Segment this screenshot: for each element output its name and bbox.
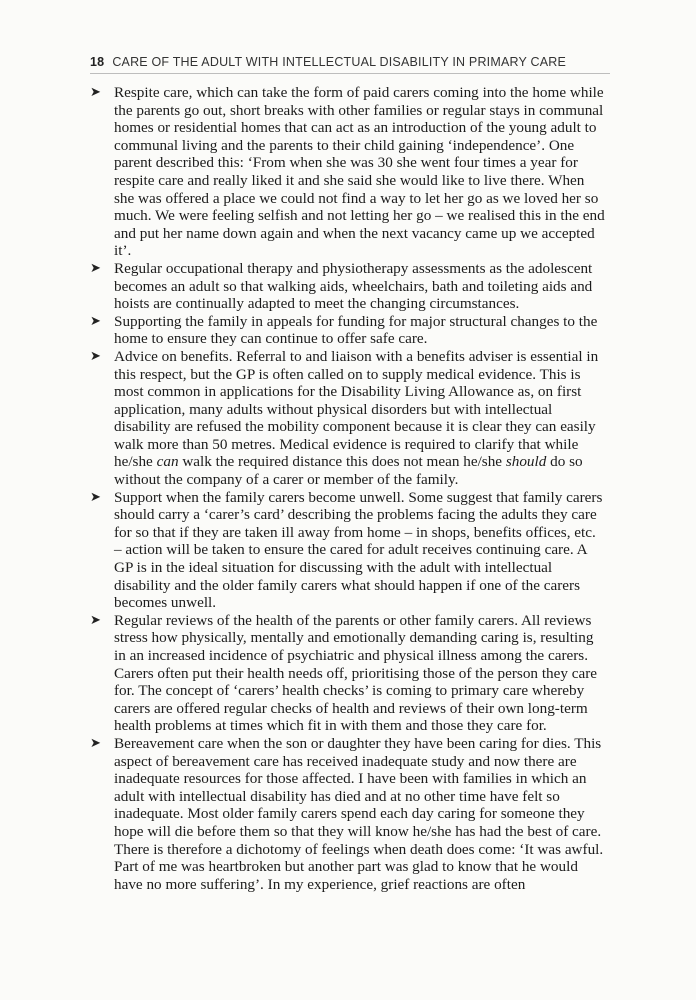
arrow-bullet-icon: ➤ bbox=[90, 612, 101, 628]
list-item-bereavement-care bbox=[90, 735, 606, 893]
list-item-occupational-therapy bbox=[90, 260, 606, 313]
arrow-bullet-icon: ➤ bbox=[90, 313, 101, 329]
list-item-carers-unwell bbox=[90, 489, 606, 612]
emphasis-can: can bbox=[156, 453, 179, 471]
item-text: Respite care, which can take the form of paid carers coming into the home while the parents go out, short breaks with other families or regular stays in communal homes or residential homes that can act as an introduction of the young adult to communal living and the parents to their child gaining ‘independence’. One parent described this: ‘From when she was 30 she went four times a year for respite care and really liked it and she said she would like to live there. When she was offered a place we could not find a way to let her go as we loved her so much. We were feeling selfish and not letting her go – we realised this in the end and put her name down again and when the next vacancy came up we accepted it’. bbox=[114, 84, 605, 260]
page-number: 18 bbox=[90, 55, 105, 69]
item-text: Bereavement care when the son or daughter they have been caring for dies. This aspect of bereavement care has received inadequate study and now there are inadequate resources for those affected. I have been with families in which an adult with intellectual disability has died and at no other time have felt so inadequate. Most older family carers spend each day caring for someone they hope will die before them so that they will know he/she has had the best of care. There is therefore a dichotomy of feelings when death does come: ‘It was awful. Part of me was heartbroken but another part was glad to know that he would have no more suffering’. In my experience, grief reactions are often bbox=[114, 734, 604, 893]
arrow-bullet-icon: ➤ bbox=[90, 348, 101, 364]
list-item-benefits-advice bbox=[90, 348, 606, 489]
list-item-respite-care bbox=[90, 84, 606, 260]
bullet-list bbox=[90, 84, 606, 893]
emphasis-should: should bbox=[505, 453, 547, 471]
running-header bbox=[90, 55, 610, 74]
item-text: Advice on benefits. Referral to and liaison with a benefits adviser is essential in this respect, but the GP is often called on to supply medical evidence. This is most common in applications for the Disability Living Allowance as, on first application, many adults without physical disorders but with intellectual disability are refused the mobility component because it is clear they can easily walk more than 50 metres. Medical evidence is required to clarify that while he/she can walk the required distance this does not mean he/she should do so without the company of a carer or member of the family. bbox=[114, 347, 599, 489]
arrow-bullet-icon: ➤ bbox=[90, 489, 101, 505]
item-text: Supporting the family in appeals for funding for major structural changes to the home to ensure they can continue to offer safe care. bbox=[114, 312, 598, 348]
item-text: Regular occupational therapy and physiotherapy assessments as the adolescent becomes an adult so that walking aids, wheelchairs, bath and toileting aids and hoists are continually adapted to meet the changing circumstances. bbox=[114, 259, 593, 313]
list-item-health-reviews bbox=[90, 612, 606, 735]
arrow-bullet-icon: ➤ bbox=[90, 260, 101, 276]
list-item-funding-appeals bbox=[90, 313, 606, 348]
arrow-bullet-icon: ➤ bbox=[90, 735, 101, 751]
running-title: CARE OF THE ADULT WITH INTELLECTUAL DISABILITY IN PRIMARY CARE bbox=[112, 55, 567, 69]
item-text: Support when the family carers become unwell. Some suggest that family carers should carry a ‘carer’s card’ describing the problems facing the adults they care for so that if they are taken ill away from home – in shops, benefits offices, etc. – action will be taken to ensure the cared for adult receives continuing care. A GP is in the ideal situation for discussing with the adult with intellectual disability and the older family carers what should happen if one of the carers becomes unwell. bbox=[114, 488, 603, 612]
arrow-bullet-icon: ➤ bbox=[90, 85, 101, 100]
item-text: Regular reviews of the health of the parents or other family carers. All reviews stress how physically, mentally and emotionally demanding caring is, resulting in an increased incidence of psychiatric and physical illness among the carers. Carers often put their health needs off, prioritising those of the person they care for. The concept of ‘carers’ health checks’ is coming to primary care whereby carers are offered regular checks of health and reviews of their own long-term health problems at times which fit in with them and those they care for. bbox=[114, 611, 598, 735]
